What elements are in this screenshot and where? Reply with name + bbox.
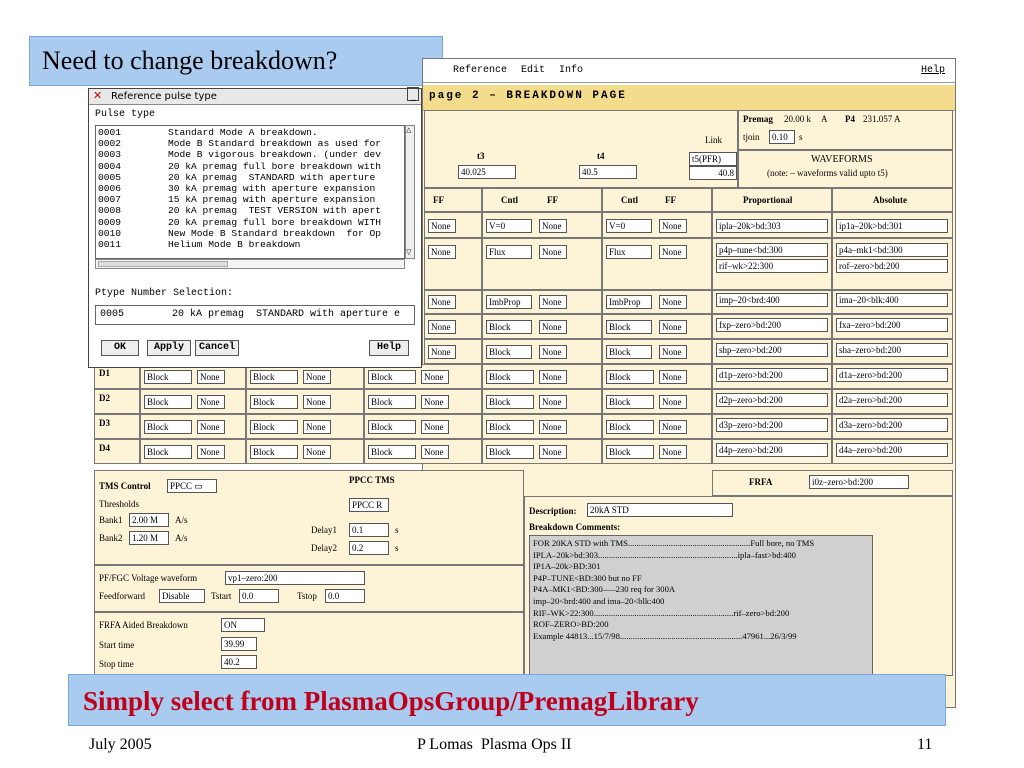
d-row-block-select[interactable]: Block	[368, 420, 416, 434]
comments-box[interactable]	[529, 535, 873, 675]
d-row-block-select[interactable]: Block	[606, 420, 654, 434]
d-row-prop-input[interactable]: d3p–zero>bd:200	[716, 418, 828, 432]
p4-value: 231.057 A	[863, 114, 901, 124]
pulse-code: 0001	[98, 127, 122, 138]
tms-control-select[interactable]: PPCC ▭	[167, 479, 217, 493]
t4-label: t4	[597, 151, 605, 161]
row2-prop-input[interactable]: p4p–tune<bd:300	[716, 243, 828, 257]
row3-cntl-select[interactable]: ImbProp	[486, 295, 532, 309]
waveforms-note: (note: – waveforms valid upto t5)	[767, 168, 888, 178]
d-row-abs-input[interactable]: d3a–zero>bd:200	[836, 418, 948, 432]
frfa-aided-label: FRFA Aided Breakdown	[99, 620, 188, 630]
pulse-code: 0002	[98, 138, 122, 150]
row2-abs2-input[interactable]: rof–zero>bd:200	[836, 259, 948, 273]
tstop-input[interactable]: 0.0	[325, 589, 365, 603]
d-row-prop-cell	[712, 364, 832, 389]
frfa-aided-toggle[interactable]: ON	[221, 618, 265, 632]
d-row-control-cell	[482, 414, 602, 439]
d-row-label: D2	[99, 393, 110, 403]
pulse-description: 20 kA premag full bore breakdown WITH	[168, 216, 382, 228]
row4-ff-select[interactable]: None	[428, 320, 456, 334]
comment-line: RIF–WK>22:300.................................................................rif–zero>bd:200	[533, 607, 790, 618]
dialog-titlebar	[89, 89, 421, 105]
d-row-control-cell	[140, 439, 246, 464]
description-input[interactable]: 20kA STD	[587, 503, 733, 517]
d-row-control-cell	[364, 414, 482, 439]
pulse-list-item[interactable]	[98, 161, 402, 172]
tstart-label: Tstart	[211, 591, 232, 601]
dialog-title: Reference pulse type	[111, 91, 217, 102]
row5-cntl	[482, 339, 602, 364]
row5-cntl2	[602, 339, 712, 364]
d-row-none-select[interactable]: None	[421, 370, 449, 384]
ptype-label: Ptype Number Selection:	[95, 288, 234, 299]
row3-cntl	[482, 290, 602, 314]
row5-prop	[712, 339, 832, 364]
comments-label: Breakdown Comments:	[529, 522, 621, 532]
d-row-block-select[interactable]: Block	[144, 370, 192, 384]
d-row-control-cell	[140, 389, 246, 414]
d-row-none-select[interactable]: None	[421, 445, 449, 459]
footer-page-number: 11	[917, 736, 933, 753]
d-row-block-select[interactable]: Block	[606, 370, 654, 384]
delay1-label: Delay1	[311, 525, 337, 535]
apply-button[interactable]: Apply	[147, 340, 191, 356]
pulse-description: 15 kA premag with aperture expansion	[168, 194, 376, 206]
d-row-none-select[interactable]: None	[659, 395, 687, 409]
tms-control-label: TMS Control	[99, 481, 151, 491]
t4-input[interactable]: 40.5	[579, 165, 637, 179]
row3-ff3-select[interactable]: None	[659, 295, 687, 309]
tstart-input[interactable]: 0.0	[239, 589, 279, 603]
delay1-unit: s	[395, 525, 399, 535]
premag-label: Premag	[743, 114, 773, 124]
footer-center: P Lomas Plasma Ops II	[417, 736, 572, 753]
row2-abs	[832, 238, 953, 290]
d-row-block-select[interactable]: Block	[486, 445, 534, 459]
row2-cntl-select[interactable]: Flux	[486, 245, 532, 259]
cancel-button[interactable]: Cancel	[195, 340, 239, 356]
row5-ff	[424, 339, 482, 364]
d-row-none-select[interactable]: None	[539, 395, 567, 409]
timing-panel	[424, 110, 738, 188]
row1-ff3-select[interactable]: None	[659, 219, 687, 233]
d-row-label-cell	[94, 439, 140, 464]
stop-time-input[interactable]: 40.2	[221, 655, 257, 669]
header-ff: FF	[424, 188, 482, 212]
bank2-unit: A/s	[175, 533, 188, 543]
pulse-description: 20 kA premag full bore breakdown with	[168, 160, 382, 172]
row3-prop-input[interactable]: imp–20<brd:400	[716, 293, 828, 307]
d-row-prop-cell	[712, 414, 832, 439]
comment-line: ROF–ZERO>BD:200	[533, 619, 609, 630]
pulse-list-item[interactable]	[98, 138, 402, 149]
delay1-input[interactable]: 0.1	[349, 523, 389, 537]
d-row-control-cell	[602, 389, 712, 414]
pulse-list-item[interactable]	[98, 205, 402, 216]
d-row-none-select[interactable]: None	[197, 395, 225, 409]
pulse-description: New Mode B Standard breakdown for Op	[168, 227, 382, 239]
pulse-list-item[interactable]	[98, 217, 402, 228]
d-row-control-cell	[602, 439, 712, 464]
comment-line: IPLA–20k>bd:303.................................................................ipla–fast>bd:400	[533, 549, 796, 560]
row1-cntl2	[602, 212, 712, 238]
link-label: Link	[705, 135, 722, 145]
row4-cntl2-select[interactable]: Block	[606, 320, 652, 334]
row4-cntl-select[interactable]: Block	[486, 320, 532, 334]
pulse-list-item[interactable]	[98, 194, 402, 205]
pf-panel	[94, 565, 524, 612]
p4-label: P4	[845, 114, 855, 124]
row3-cntl2	[602, 290, 712, 314]
row5-prop-input[interactable]: shp–zero>bd:200	[716, 343, 828, 357]
pulse-description: Mode B Standard breakdown as used for	[168, 138, 382, 150]
d-row-none-select[interactable]: None	[303, 370, 331, 384]
pulse-type-label: Pulse type	[95, 109, 156, 120]
comment-line: Example 44813...15/7/98.........................................................47961...26/3/99	[533, 630, 797, 641]
row4-ff	[424, 314, 482, 339]
d-row-none-select[interactable]: None	[659, 370, 687, 384]
frfa-label: FRFA	[749, 477, 773, 487]
delay2-input[interactable]: 0.2	[349, 541, 389, 555]
row4-ff3-select[interactable]: None	[659, 320, 687, 334]
d-row-none-select[interactable]: None	[539, 370, 567, 384]
row1-ff-select[interactable]: None	[428, 219, 456, 233]
d-row-control-cell	[246, 439, 364, 464]
t3-input[interactable]: 40.025	[458, 165, 516, 179]
header-proportional: Proportional	[712, 188, 832, 212]
row5-ff-select[interactable]: None	[428, 345, 456, 359]
pulse-list-item[interactable]	[98, 183, 402, 194]
d-row-control-cell	[246, 414, 364, 439]
d-row-block-select[interactable]: Block	[486, 420, 534, 434]
d-row-label-cell	[94, 389, 140, 414]
feedforward-select[interactable]: Disable	[159, 589, 205, 603]
tjoin-unit: s	[799, 132, 803, 142]
pulse-code: 0011	[98, 239, 122, 251]
d-row-prop-cell	[712, 439, 832, 464]
pulse-code: 0008	[98, 205, 122, 217]
premag-unit: A	[821, 114, 828, 124]
start-time-input[interactable]: 39.99	[221, 637, 257, 651]
tms-panel	[94, 470, 524, 565]
premag-value: 20.00 k	[784, 114, 811, 124]
bottom-banner	[68, 674, 946, 726]
d-row-block-select[interactable]: Block	[144, 420, 192, 434]
pulse-description: 20 kA premag STANDARD with aperture	[168, 171, 376, 183]
waveforms-title: WAVEFORMS	[811, 154, 873, 165]
row4-prop	[712, 314, 832, 339]
d-row-abs-input[interactable]: d1a–zero>bd:200	[836, 368, 948, 382]
row2-prop2-input[interactable]: rif–wk>22:300	[716, 259, 828, 273]
d-row-block-select[interactable]: Block	[144, 395, 192, 409]
page-title-bar	[423, 85, 955, 111]
bank2-label: Bank2	[99, 533, 123, 543]
row5-ff2-select[interactable]: None	[539, 345, 567, 359]
pulse-code: 0007	[98, 194, 122, 206]
row4-abs	[832, 314, 953, 339]
pulse-code: 0003	[98, 149, 122, 161]
pulse-code: 0009	[98, 216, 122, 228]
row5-ff3-select[interactable]: None	[659, 345, 687, 359]
row1-cntl2-select[interactable]: V=0	[606, 219, 652, 233]
page-title: page 2 – BREAKDOWN PAGE	[429, 90, 627, 102]
d-row-none-select[interactable]: None	[539, 445, 567, 459]
top-banner	[29, 36, 443, 86]
d-row-none-select[interactable]: None	[197, 420, 225, 434]
row1-cntl	[482, 212, 602, 238]
comment-line: IP1A–20k>BD:301	[533, 561, 601, 572]
row1-prop-input[interactable]: ipla–20k>bd:303	[716, 219, 828, 233]
row5-cntl-select[interactable]: Block	[486, 345, 532, 359]
pulse-list[interactable]	[95, 125, 405, 259]
row1-prop	[712, 212, 832, 238]
help-button[interactable]: Help	[369, 340, 409, 356]
d-row-label: D1	[99, 368, 110, 378]
d-row-none-select[interactable]: None	[421, 420, 449, 434]
d-row-prop-input[interactable]: d1p–zero>bd:200	[716, 368, 828, 382]
d-row-none-select[interactable]: None	[303, 395, 331, 409]
d-row-label-cell	[94, 414, 140, 439]
description-panel	[524, 496, 953, 676]
footer-date: July 2005	[89, 736, 152, 753]
d-row-abs-cell	[832, 364, 953, 389]
pulse-list-hscroll[interactable]	[95, 259, 405, 269]
row1-abs	[832, 212, 953, 238]
row4-abs-input[interactable]: fxa–zero>bd:200	[836, 318, 948, 332]
d-row-none-select[interactable]: None	[303, 420, 331, 434]
row2-cntl2	[602, 238, 712, 290]
d-row-none-select[interactable]: None	[197, 445, 225, 459]
pulse-list-item[interactable]	[98, 239, 402, 250]
d-row-control-cell	[364, 439, 482, 464]
d-row-control-cell	[140, 414, 246, 439]
pulse-description: Mode B vigorous breakdown. (under dev	[168, 149, 382, 161]
delay2-unit: s	[395, 543, 399, 553]
row3-cntl2-select[interactable]: ImbProp	[606, 295, 652, 309]
pulse-list-item[interactable]	[98, 127, 402, 138]
comment-line: imp–20<brd:400 and ima–20<blk:400	[533, 595, 665, 606]
row3-ff2-select[interactable]: None	[539, 295, 567, 309]
d-row-abs-input[interactable]: d4a–zero>bd:200	[836, 443, 948, 457]
d-row-block-select[interactable]: Block	[606, 395, 654, 409]
row2-ff3-select[interactable]: None	[659, 245, 687, 259]
bottom-banner-text: Simply select from PlasmaOpsGroup/PremagLibrary	[83, 686, 699, 716]
row1-cntl-select[interactable]: V=0	[486, 219, 532, 233]
d-row-block-select[interactable]: Block	[486, 370, 534, 384]
menu-edit[interactable]: Edit	[521, 65, 546, 76]
pf-input[interactable]: vp1–zero:200	[225, 571, 365, 585]
pulse-code: 0004	[98, 160, 122, 172]
close-icon[interactable]: ✕	[93, 89, 103, 102]
d-row-none-select[interactable]: None	[303, 445, 331, 459]
menubar	[423, 59, 955, 83]
pulse-list-item[interactable]	[98, 172, 402, 183]
d-row-abs-cell	[832, 439, 953, 464]
row2-cntl	[482, 238, 602, 290]
row3-ff-select[interactable]: None	[428, 295, 456, 309]
pulse-list-item[interactable]	[98, 228, 402, 239]
bank1-unit: A/s	[175, 515, 188, 525]
d-row-abs-input[interactable]: d2a–zero>bd:200	[836, 393, 948, 407]
ok-button[interactable]: OK	[101, 340, 139, 356]
row2-prop	[712, 238, 832, 290]
header-absolute: Absolute	[832, 188, 953, 212]
ppcc-tms-title: PPCC TMS	[349, 475, 395, 485]
d-row-block-select[interactable]: Block	[250, 420, 298, 434]
pulse-code: 0010	[98, 227, 122, 239]
row2-ff	[424, 238, 482, 290]
tjoin-input[interactable]: 0.10	[769, 130, 795, 144]
d-row-control-cell	[364, 389, 482, 414]
thresholds-label: Thresholds	[99, 499, 139, 509]
start-time-label: Start time	[99, 640, 135, 650]
comment-line: P4A–MK1<BD:300–––230 req for 300A	[533, 584, 676, 595]
row3-prop	[712, 290, 832, 314]
row1-abs-input[interactable]: ip1a–20k>bd:301	[836, 219, 948, 233]
description-label: Description:	[529, 506, 577, 516]
row1-ff2-select[interactable]: None	[539, 219, 567, 233]
d-row-none-select[interactable]: None	[659, 445, 687, 459]
d-row-control-cell	[482, 439, 602, 464]
d-row-block-select[interactable]: Block	[368, 370, 416, 384]
d-row-prop-input[interactable]: d4p–zero>bd:200	[716, 443, 828, 457]
menu-info[interactable]: Info	[559, 65, 584, 76]
comment-line: FOR 20KA STD with TMS.........................................................Full bore, no TMS	[533, 538, 815, 548]
d-row-none-select[interactable]: None	[659, 420, 687, 434]
d-row-prop-input[interactable]: d2p–zero>bd:200	[716, 393, 828, 407]
row2-cntl2-select[interactable]: Flux	[606, 245, 652, 259]
premag-panel	[738, 110, 953, 150]
row5-abs	[832, 339, 953, 364]
header-cntl-1: Cntl FF	[482, 188, 602, 212]
ppcc-r-button[interactable]: PPCC R	[349, 498, 389, 512]
pf-label: PF/FGC Voltage waveform	[99, 573, 198, 583]
pulse-description: Helium Mode B breakdown	[168, 239, 301, 251]
row4-cntl	[482, 314, 602, 339]
waveforms-panel	[738, 150, 953, 188]
d-row-label: D3	[99, 418, 110, 428]
scroll-up-icon[interactable]: △	[406, 126, 412, 134]
comment-line: P4P–TUNE<BD:300 but no FF	[533, 572, 642, 583]
ptype-input[interactable]: 0005 20 kA premag STANDARD with aperture e	[95, 305, 415, 325]
top-banner-text: Need to change breakdown?	[42, 46, 338, 75]
menu-reference[interactable]: Reference	[453, 65, 508, 76]
pulse-list-item[interactable]	[98, 149, 402, 160]
option-menu-icon: ▭	[194, 481, 203, 491]
t3-label: t3	[477, 151, 485, 161]
d-row-prop-cell	[712, 389, 832, 414]
frfa-aided-panel	[94, 612, 524, 676]
d-row-control-cell	[602, 414, 712, 439]
pulse-list-vscroll[interactable]	[405, 125, 415, 259]
d-row-label: D4	[99, 443, 110, 453]
d-row-block-select[interactable]: Block	[486, 395, 534, 409]
d-row-block-select[interactable]: Block	[368, 445, 416, 459]
bank1-input[interactable]: 2.00 M	[129, 513, 169, 527]
d-row-none-select[interactable]: None	[539, 420, 567, 434]
d-row-block-select[interactable]: Block	[368, 395, 416, 409]
frfa-input[interactable]: i0z–zero>bd:200	[809, 475, 909, 489]
row2-abs-input[interactable]: p4a–mk1<bd:300	[836, 243, 948, 257]
bank1-label: Bank1	[99, 515, 123, 525]
reference-pulse-dialog	[88, 88, 422, 368]
d-row-abs-cell	[832, 389, 953, 414]
row3-abs	[832, 290, 953, 314]
row5-cntl2-select[interactable]: Block	[606, 345, 652, 359]
frfa-panel	[712, 470, 953, 496]
feedforward-label: Feedforward	[99, 591, 145, 601]
minimize-icon[interactable]: _	[407, 87, 419, 101]
row4-ff2-select[interactable]: None	[539, 320, 567, 334]
row3-abs-input[interactable]: ima–20<blk:400	[836, 293, 948, 307]
pulse-description: Standard Mode A breakdown.	[168, 127, 318, 138]
d-row-block-select[interactable]: Block	[144, 445, 192, 459]
link-select[interactable]: t5(PFR)	[689, 152, 737, 166]
pulse-description: 20 kA premag TEST VERSION with apert	[168, 205, 382, 217]
d-row-control-cell	[602, 364, 712, 389]
d-row-block-select[interactable]: Block	[606, 445, 654, 459]
row3-ff	[424, 290, 482, 314]
pulse-code: 0005	[98, 171, 122, 183]
hscroll-thumb[interactable]	[98, 261, 228, 267]
bank2-input[interactable]: 1.20 M	[129, 531, 169, 545]
d-row-block-select[interactable]: Block	[250, 370, 298, 384]
row1-ff	[424, 212, 482, 238]
tstop-label: Tstop	[297, 591, 317, 601]
d-row-block-select[interactable]: Block	[250, 445, 298, 459]
d-row-block-select[interactable]: Block	[250, 395, 298, 409]
pulse-description: 30 kA premag with aperture expansion	[168, 183, 376, 195]
d-row-control-cell	[482, 389, 602, 414]
link-time: 40.8	[689, 166, 737, 180]
scroll-down-icon[interactable]: ▽	[406, 248, 412, 256]
row5-abs-input[interactable]: sha–zero>bd:200	[836, 343, 948, 357]
row2-ff-select[interactable]: None	[428, 245, 456, 259]
stop-time-label: Stop time	[99, 659, 134, 669]
d-row-control-cell	[482, 364, 602, 389]
d-row-none-select[interactable]: None	[421, 395, 449, 409]
d-row-none-select[interactable]: None	[197, 370, 225, 384]
d-row-control-cell	[246, 389, 364, 414]
row2-ff2-select[interactable]: None	[539, 245, 567, 259]
pulse-code: 0006	[98, 183, 122, 195]
d-row-abs-cell	[832, 414, 953, 439]
row4-prop-input[interactable]: fxp–zero>bd:200	[716, 318, 828, 332]
menu-help[interactable]: Help	[921, 65, 946, 76]
header-cntl-2: Cntl FF	[602, 188, 712, 212]
delay2-label: Delay2	[311, 543, 337, 553]
row4-cntl2	[602, 314, 712, 339]
tjoin-label: tjoin	[743, 132, 760, 142]
